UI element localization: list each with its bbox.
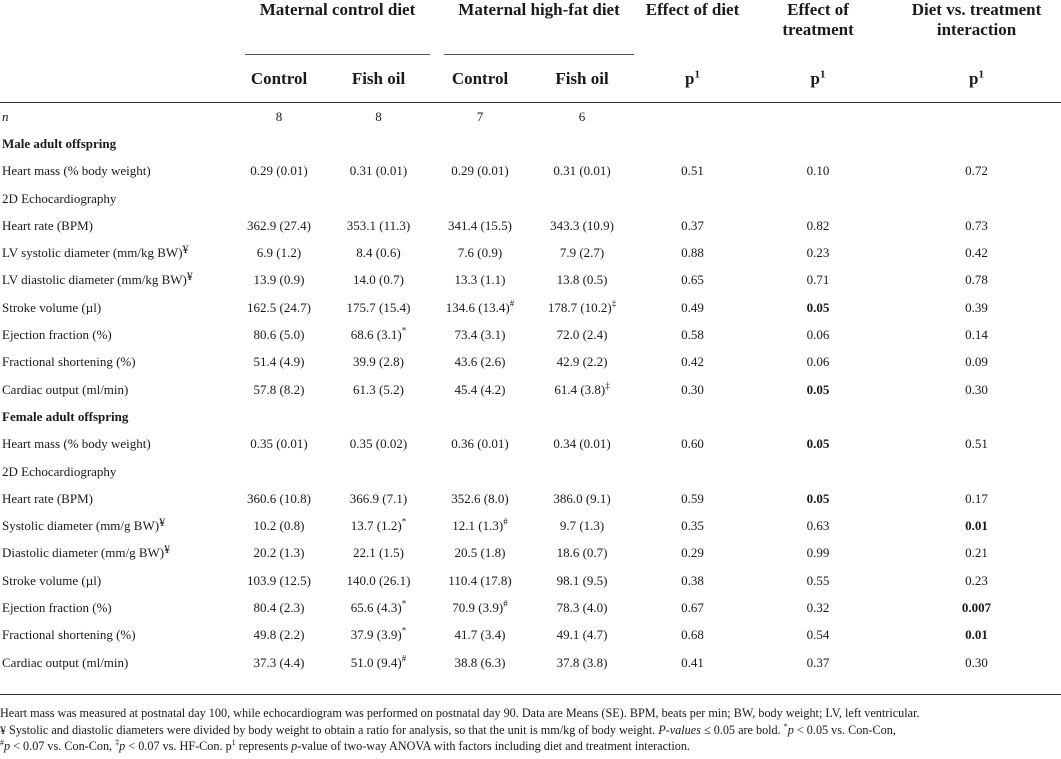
yen-footnote-mark: ¥ — [182, 242, 189, 257]
effect-treatment-header: Effect of treatment — [782, 0, 854, 39]
table-cell: 37.8 (3.8) — [556, 654, 608, 670]
table-row — [0, 512, 1061, 539]
table-cell: 45.4 (4.2) — [454, 381, 506, 397]
row-label: LV diastolic diameter (mm/kg BW)¥ — [2, 269, 193, 288]
table-cell: 7 — [476, 108, 484, 124]
table-cell: 68.6 (3.1)* — [350, 325, 407, 343]
table-cell: 0.21 — [965, 545, 988, 561]
table-cell: 0.30 — [965, 654, 988, 670]
significance-mark: * — [401, 325, 407, 336]
table-cell: 41.7 (3.4) — [454, 627, 506, 643]
table-cell: 0.17 — [965, 490, 988, 506]
row-label: Ejection fraction (%) — [2, 599, 112, 615]
table-cell: 0.05 — [806, 436, 830, 452]
table-cell: 0.007 — [961, 599, 992, 615]
table-row — [0, 376, 1061, 403]
table-cell: 0.60 — [681, 436, 704, 452]
table-cell: 353.1 (11.3) — [346, 217, 411, 233]
table-cell: 0.73 — [965, 217, 988, 233]
table-cell: 0.29 (0.01) — [451, 163, 509, 179]
table-cell: 0.35 (0.01) — [250, 436, 308, 452]
table-cell: 386.0 (9.1) — [553, 490, 611, 506]
row-label: LV systolic diameter (mm/kg BW)¥ — [2, 242, 189, 261]
row-label: Heart rate (BPM) — [2, 217, 93, 233]
table-cell: 0.32 — [806, 599, 830, 615]
table-cell: 13.3 (1.1) — [454, 272, 506, 288]
table-cell: 0.51 — [681, 163, 704, 179]
table-row — [0, 485, 1061, 512]
table-cell: 43.6 (2.6) — [454, 354, 506, 370]
table-cell: 0.42 — [965, 245, 988, 261]
table-cell: 37.3 (4.4) — [253, 654, 305, 670]
table-cell: 0.35 (0.02) — [349, 436, 408, 452]
row-label: n — [2, 108, 9, 124]
yen-footnote-mark: ¥ — [186, 269, 193, 284]
footnote-line-2: ¥ Systolic and diastolic diameters were divided by body weight to obtain a ratio for analysis, so that the unit is mm/kg of body weight. P-values ≤ 0.05 are bold. *p < 0.05 vs. Con-Con, — [0, 721, 896, 737]
table-cell: 110.4 (17.8) — [448, 572, 512, 588]
table-cell: 0.54 — [806, 627, 830, 643]
label-column-header — [0, 56, 238, 103]
table-cell: 0.38 — [681, 572, 704, 588]
table-cell: 0.05 — [806, 299, 830, 315]
interaction-header: Diet vs. treatment interaction — [911, 0, 1042, 39]
group-header-row — [0, 0, 1061, 56]
table-row — [0, 622, 1061, 649]
col-control-2: Control — [437, 56, 523, 103]
row-label: Heart mass (% body weight) — [2, 436, 151, 452]
table-cell: 0.37 — [806, 654, 830, 670]
table-cell: 0.14 — [965, 327, 988, 343]
table-cell: 0.63 — [806, 518, 830, 534]
table-cell: 0.01 — [965, 627, 988, 643]
table-cell: 0.72 — [965, 163, 988, 179]
table-cell: 0.51 — [965, 436, 988, 452]
col-p-treatment: $p^1$ — [744, 56, 892, 103]
table-cell: 362.9 (27.4) — [247, 217, 311, 233]
table-cell: 0.42 — [681, 354, 704, 370]
table-cell: 61.4 (3.8)‡ — [554, 380, 610, 397]
table-cell: 10.2 (0.8) — [253, 518, 305, 534]
table-row — [0, 649, 1061, 676]
table-cell: 6.9 (1.2) — [256, 245, 302, 261]
col-p-diet: $p^1$ — [641, 56, 744, 103]
table-cell: 9.7 (1.3) — [559, 518, 605, 534]
effect-diet-header: Effect of diet — [645, 0, 740, 19]
table-cell: 7.6 (0.9) — [457, 245, 503, 261]
table-cell: 341.4 (15.5) — [448, 217, 512, 233]
row-label: 2D Echocardiography — [2, 190, 117, 206]
table-cell: 352.6 (8.0) — [451, 490, 509, 506]
table-cell: 0.06 — [806, 327, 830, 343]
table-cell: 0.82 — [806, 217, 830, 233]
significance-mark: * — [401, 625, 407, 636]
table-row — [0, 103, 1061, 131]
table-row — [0, 294, 1061, 321]
table-row — [0, 567, 1061, 594]
table-cell: 80.4 (2.3) — [253, 599, 305, 615]
row-label: Fractional shortening (%) — [2, 354, 136, 370]
table-cell: 38.8 (6.3) — [454, 654, 506, 670]
table-cell: 80.6 (5.0) — [253, 327, 305, 343]
significance-mark: * — [401, 598, 407, 609]
row-label: Stroke volume (µl) — [2, 299, 102, 315]
table-cell: 0.01 — [965, 518, 988, 534]
table-row — [0, 349, 1061, 376]
table-cell: 42.9 (2.2) — [556, 354, 608, 370]
footnote-line-3: #p < 0.07 vs. Con-Con, ‡p < 0.07 vs. HF-Con. $p^1$ represents p-value of two-way ANOVA with factors including diet and treatment interaction. — [0, 738, 690, 754]
table-cell: 39.9 (2.8) — [353, 354, 404, 370]
significance-mark: ‡ — [611, 298, 617, 309]
table-row — [0, 185, 1061, 212]
table-cell: 175.7 (15.4) — [346, 299, 411, 315]
table-cell: 0.37 — [681, 217, 704, 233]
table-cell: 140.0 (26.1) — [346, 572, 411, 588]
table-cell: 0.10 — [806, 163, 830, 179]
table-cell: 0.67 — [681, 599, 704, 615]
table-cell: 360.6 (10.8) — [247, 490, 311, 506]
table-row — [0, 212, 1061, 239]
table-cell: 72.0 (2.4) — [556, 327, 608, 343]
table-cell: 0.05 — [806, 490, 830, 506]
table-cell: 13.8 (0.5) — [556, 272, 608, 288]
table-cell: 0.39 — [965, 299, 988, 315]
table-cell: 366.9 (7.1) — [349, 490, 408, 506]
table-cell: 0.30 — [681, 381, 704, 397]
row-label: Ejection fraction (%) — [2, 327, 112, 343]
table-cell: 0.55 — [806, 572, 830, 588]
significance-mark: # — [503, 598, 508, 609]
table-cell: 134.6 (13.4)# — [445, 298, 515, 315]
table-cell: 8 — [375, 108, 382, 124]
group-control-header: Maternal control diet — [238, 0, 437, 56]
table-cell: 0.23 — [965, 572, 988, 588]
table-cell: 20.2 (1.3) — [253, 545, 305, 561]
table-cell — [744, 103, 892, 131]
table-row — [0, 321, 1061, 348]
significance-mark: * — [401, 516, 407, 527]
row-label: Systolic diameter (mm/g BW)¥ — [2, 515, 166, 534]
table-cell: 70.9 (3.9)# — [452, 598, 508, 615]
col-fishoil-2: Fish oil — [523, 56, 641, 103]
table-cell: 0.36 (0.01) — [451, 436, 509, 452]
table-row — [0, 158, 1061, 185]
table-row — [0, 594, 1061, 621]
column-header-row — [0, 56, 1061, 103]
table-cell: 6 — [578, 108, 586, 124]
table-cell: 61.3 (5.2) — [353, 381, 404, 397]
table-cell: 13.9 (0.9) — [253, 272, 305, 288]
table-row — [0, 540, 1061, 567]
row-label: Cardiac output (ml/min) — [2, 381, 129, 397]
table-row — [0, 431, 1061, 458]
table-cell: 0.35 — [681, 518, 704, 534]
table-cell: 0.68 — [681, 627, 704, 643]
footnote-line-1: Heart mass was measured at postnatal day 100, while echocardiogram was performed on postnatal day 90. Data are Means (SE). BPM, beats per min; BW, body weight; LV, left ventricular. — [0, 706, 920, 720]
table-row — [0, 267, 1061, 294]
significance-mark: # — [401, 653, 407, 664]
table-cell: 0.05 — [806, 381, 830, 397]
table-cell: 20.5 (1.8) — [454, 545, 506, 561]
table-cell: 343.3 (10.9) — [550, 217, 614, 233]
row-label: Heart mass (% body weight) — [2, 163, 151, 179]
table-cell: 0.99 — [806, 545, 830, 561]
table-cell: 0.23 — [806, 245, 830, 261]
col-fishoil-1: Fish oil — [320, 56, 437, 103]
table-cell: 51.0 (9.4)# — [350, 653, 407, 670]
table-row — [0, 239, 1061, 266]
table-cell — [892, 103, 1061, 131]
table-cell: 0.88 — [681, 245, 704, 261]
table-cell: 103.9 (12.5) — [247, 572, 311, 588]
table-cell: 49.1 (4.7) — [556, 627, 608, 643]
table-cell: 7.9 (2.7) — [559, 245, 605, 261]
table-cell: 0.06 — [806, 354, 830, 370]
table-cell: 65.6 (4.3)* — [350, 598, 407, 615]
table-cell: 0.49 — [681, 299, 704, 315]
table-cell: 0.65 — [681, 272, 704, 288]
table-cell: 178.7 (10.2)‡ — [547, 298, 617, 315]
table-cell: 0.31 (0.01) — [553, 163, 611, 179]
row-label: Stroke volume (µl) — [2, 572, 102, 588]
table-cell: 73.4 (3.1) — [454, 327, 506, 343]
table-cell: 51.4 (4.9) — [253, 354, 305, 370]
table-cell: 0.29 — [681, 545, 704, 561]
yen-footnote-mark: ¥ — [159, 515, 166, 530]
table-cell: 8.4 (0.6) — [356, 245, 401, 261]
table-cell: 162.5 (24.7) — [247, 299, 311, 315]
table-cell: 14.0 (0.7) — [353, 272, 404, 288]
table-body — [0, 103, 1061, 677]
row-label: Female adult offspring — [2, 408, 129, 424]
col-p-interaction: $p^1$ — [892, 56, 1061, 103]
table-cell: 0.59 — [681, 490, 704, 506]
col-control-1: Control — [238, 56, 320, 103]
table-cell: 13.7 (1.2)* — [350, 516, 407, 534]
group-hfd-header: Maternal high-fat diet — [437, 0, 641, 56]
row-label: Diastolic diameter (mm/g BW)¥ — [2, 542, 171, 561]
table-cell: 0.30 — [965, 381, 988, 397]
table-cell: 0.58 — [681, 327, 704, 343]
table-footnotes — [0, 694, 1061, 755]
table-cell: 57.8 (8.2) — [253, 381, 305, 397]
row-label: Fractional shortening (%) — [2, 627, 136, 643]
table-cell: 22.1 (1.5) — [353, 545, 404, 561]
row-label: Male adult offspring — [2, 135, 117, 151]
table-row — [0, 458, 1061, 485]
table-cell: 98.1 (9.5) — [556, 572, 608, 588]
table-cell: 0.71 — [806, 272, 830, 288]
yen-footnote-mark: ¥ — [164, 542, 171, 557]
table-cell: 49.8 (2.2) — [253, 627, 305, 643]
table-cell: 0.09 — [965, 354, 988, 370]
table-cell: 8 — [275, 108, 283, 124]
table-cell: 78.3 (4.0) — [556, 599, 608, 615]
table-cell — [641, 103, 744, 131]
significance-mark: ‡ — [605, 380, 610, 391]
section-row — [0, 403, 1061, 430]
table-cell: 0.34 (0.01) — [553, 436, 611, 452]
table-cell: 0.78 — [965, 272, 988, 288]
table-cell: 0.41 — [681, 654, 704, 670]
significance-mark: # — [509, 298, 515, 309]
row-label: 2D Echocardiography — [2, 463, 117, 479]
section-row — [0, 130, 1061, 157]
table-cell: 18.6 (0.7) — [556, 545, 608, 561]
table-cell: 0.31 (0.01) — [349, 163, 408, 179]
row-label: Heart rate (BPM) — [2, 490, 93, 506]
significance-mark: # — [503, 516, 508, 527]
table-cell: 37.9 (3.9)* — [350, 625, 407, 643]
table-cell: 12.1 (1.3)# — [452, 516, 508, 534]
table-cell: 0.29 (0.01) — [250, 163, 308, 179]
row-label: Cardiac output (ml/min) — [2, 654, 129, 670]
